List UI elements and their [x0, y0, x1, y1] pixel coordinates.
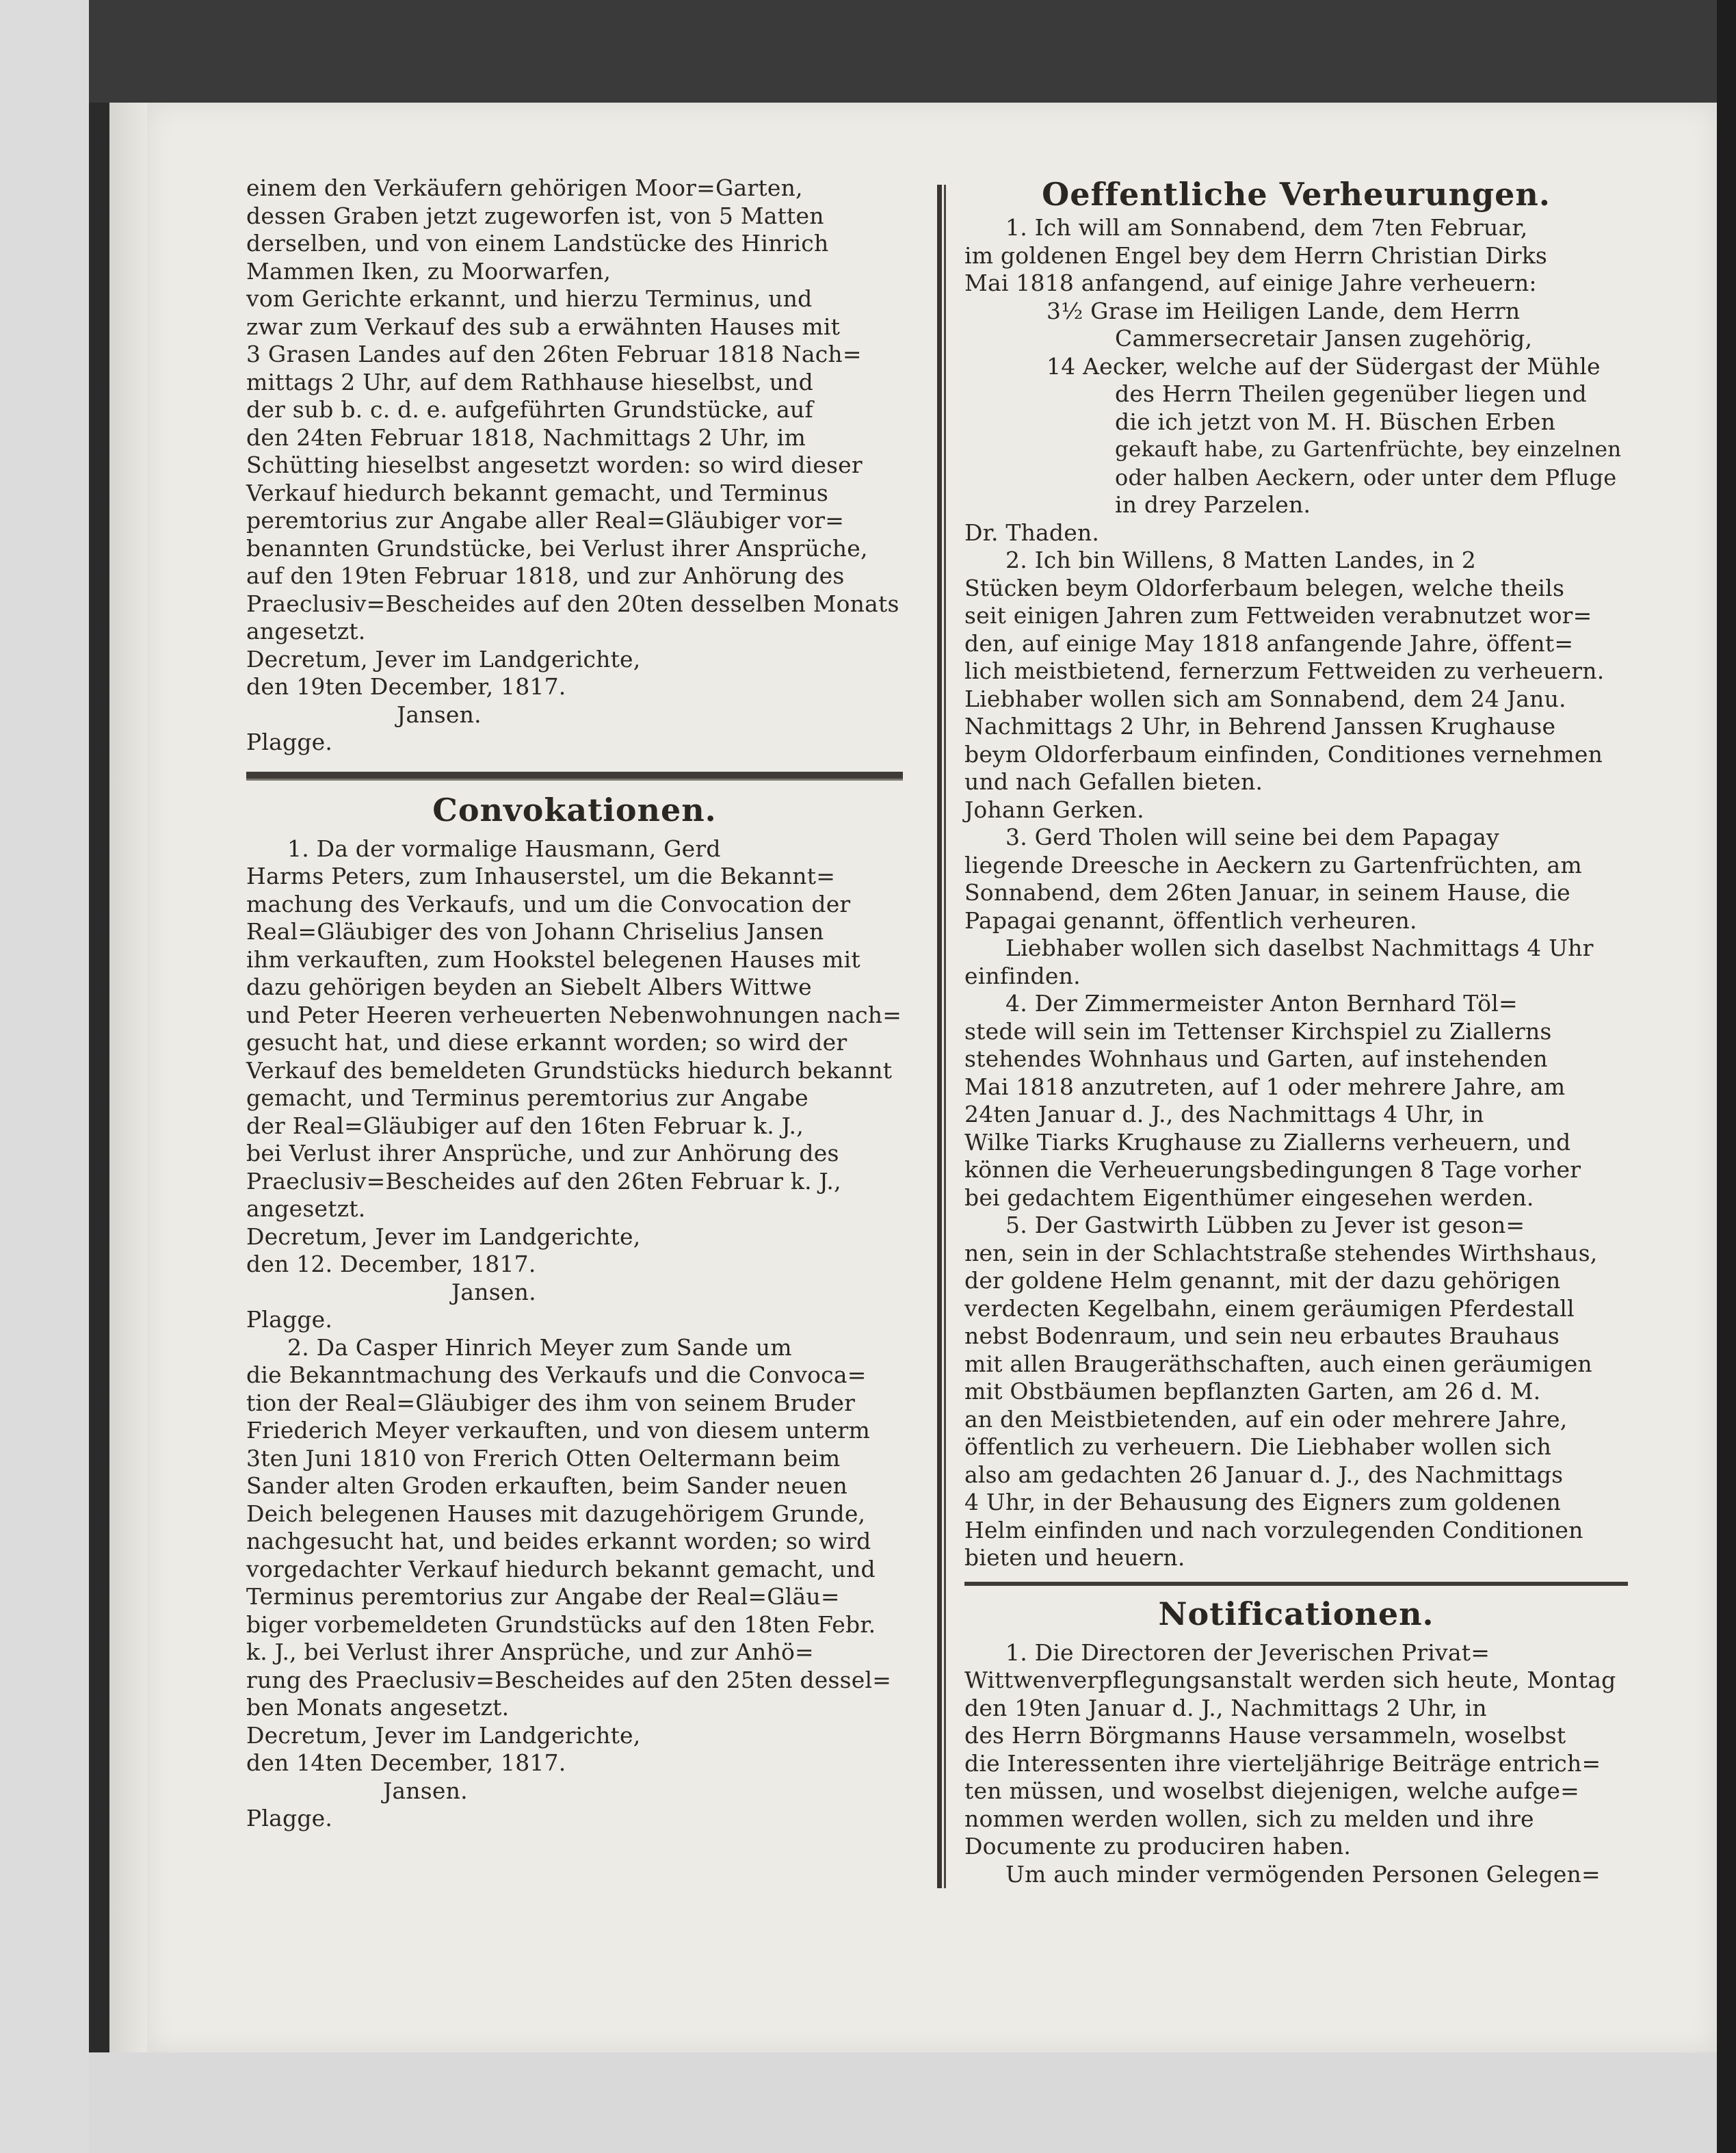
- text-line: Mai 1818 anzutreten, auf 1 oder mehrere Jahre, am: [964, 1073, 1566, 1100]
- text-line: ben Monats angesetzt.: [246, 1694, 510, 1721]
- signature-thaden: Dr. Thaden.: [964, 519, 1100, 546]
- text-line: Wittwenverpflegungsanstalt werden sich heute, Montag: [964, 1667, 1616, 1693]
- signature-jansen: Jansen.: [451, 1278, 536, 1305]
- text-line: mit Obstbäumen bepflanzten Garten, am 26 d. M.: [964, 1378, 1541, 1405]
- section-divider: [246, 772, 903, 781]
- text-line: die Interessenten ihre vierteljährige Beiträge entrich=: [964, 1749, 1601, 1777]
- text-line: Cammersecretair Jansen zugehörig,: [1115, 325, 1533, 352]
- text-line: dazu gehörigen beyden an Siebelt Albers Wittwe: [246, 974, 812, 1000]
- text-line: die Bekanntmachung des Verkaufs und die Convoca=: [246, 1361, 867, 1388]
- decree-date: den 19ten December, 1817.: [246, 673, 566, 700]
- text-line: der goldene Helm genannt, mit der dazu gehörigen: [964, 1267, 1561, 1294]
- text-line: Real=Gläubiger des von Johann Chriselius Jansen: [246, 918, 824, 945]
- text-line: verdecten Kegelbahn, einem geräumigen Pferdestall: [964, 1294, 1575, 1322]
- decree-date: den 14ten December, 1817.: [246, 1749, 566, 1776]
- text-line: stede will sein im Tettenser Kirchspiel zu Ziallerns: [964, 1017, 1552, 1045]
- text-line: tion der Real=Gläubiger des ihm von seinem Bruder: [246, 1389, 856, 1416]
- text-line: k. J., bei Verlust ihrer Ansprüche, und zur Anhö=: [246, 1639, 814, 1665]
- text-line: zwar zum Verkauf des sub a erwähnten Hauses mit: [246, 313, 841, 340]
- lease-notice-2: [964, 547, 1628, 824]
- text-line: Harms Peters, zum Inhauserstel, um die Bekannt=: [246, 863, 836, 889]
- text-line: Liebhaber wollen sich am Sonnabend, dem 24 Janu.: [964, 685, 1566, 712]
- text-line: vom Gerichte erkannt, und hierzu Terminus, und: [246, 285, 813, 312]
- text-line: den, auf einige May 1818 anfangende Jahre, öffent=: [964, 629, 1574, 657]
- lease-notice-5: [964, 1212, 1628, 1572]
- text-line: nebst Bodenraum, und sein neu erbautes Brauhaus: [964, 1322, 1560, 1349]
- page-binding-edge: [109, 103, 148, 2052]
- text-line: stehendes Wohnhaus und Garten, auf instehenden: [964, 1045, 1548, 1072]
- text-line: derselben, und von einem Landstücke des Hinrich: [246, 230, 829, 257]
- text-line: des Herrn Theilen gegenüber liegen und: [1115, 380, 1587, 407]
- text-line: angesetzt.: [246, 618, 366, 644]
- signature-jansen: Jansen.: [383, 1777, 468, 1804]
- text-line: gemacht, und Terminus peremtorius zur Angabe: [246, 1084, 808, 1111]
- text-line: mit allen Braugeräthschaften, auch einen geräumigen: [964, 1350, 1592, 1377]
- lease-notice-3: [964, 824, 1628, 990]
- text-line: im goldenen Engel bey dem Herrn Christian Dirks: [964, 242, 1548, 269]
- text-line: bei Verlust ihrer Ansprüche, und zur Anhörung des: [246, 1140, 839, 1166]
- text-line: dessen Graben jetzt zugeworfen ist, von 5 Matten: [246, 202, 824, 229]
- scan-background-left: [0, 0, 89, 2153]
- text-line: 2. Da Casper Hinrich Meyer zum Sande um: [287, 1333, 792, 1361]
- signature-plagge: Plagge.: [246, 729, 333, 755]
- text-line: 1. Da der vormalige Hausmann, Gerd: [287, 835, 721, 862]
- section-heading-verheurungen: Oeffentliche Verheurungen.: [1042, 176, 1551, 213]
- text-line: vorgedachter Verkauf hiedurch bekannt gemacht, und: [246, 1555, 876, 1582]
- text-line: Verkauf des bemeldeten Grundstücks hiedurch bekannt: [246, 1056, 893, 1084]
- scan-background-bottom: [89, 2052, 1717, 2153]
- text-line: Helm einfinden und nach vorzulegenden Conditionen: [964, 1516, 1583, 1543]
- text-line: ten müssen, und woselbst diejenigen, welche aufge=: [964, 1777, 1579, 1804]
- text-line: Mammen Iken, zu Moorwarfen,: [246, 257, 611, 285]
- text-line: Documente zu produciren haben.: [964, 1833, 1352, 1860]
- text-line: an den Meistbietenden, auf ein oder mehrere Jahre,: [964, 1405, 1568, 1433]
- section-heading-convokationen: Convokationen.: [432, 791, 717, 828]
- text-line: benannten Grundstücke, bei Verlust ihrer Ansprüche,: [246, 534, 868, 562]
- text-line: liegende Dreesche in Aeckern zu Gartenfrüchten, am: [964, 851, 1582, 878]
- convocation-2: [246, 1334, 903, 1722]
- signature-plagge: Plagge.: [246, 1805, 333, 1831]
- text-line: die ich jetzt von M. H. Büschen Erben: [1115, 408, 1556, 435]
- text-line: 2. Ich bin Willens, 8 Matten Landes, in 2: [1005, 547, 1477, 573]
- signature-jansen: Jansen.: [397, 701, 482, 728]
- text-line: peremtorius zur Angabe aller Real=Gläubiger vor=: [246, 507, 845, 534]
- text-line: Terminus peremtorius zur Angabe der Real=Gläu=: [246, 1583, 840, 1610]
- text-line: Praeclusiv=Bescheides auf den 20ten desselben Monats: [246, 590, 899, 617]
- text-line: 24ten Januar d. J., des Nachmittags 4 Uhr, in: [964, 1101, 1484, 1127]
- notification-1: [964, 1639, 1628, 1889]
- text-line: machung des Verkaufs, und um die Convocation der: [246, 890, 851, 917]
- text-line: Stücken beym Oldorferbaum belegen, welche theils: [964, 574, 1565, 601]
- lease-notice-1: [964, 214, 1628, 547]
- text-line: Praeclusiv=Bescheides auf den 26ten Februar k. J.,: [246, 1167, 841, 1195]
- scan-background-top: [0, 0, 1736, 103]
- text-line: 4 Uhr, in der Behausung des Eigners zum goldenen: [964, 1489, 1561, 1515]
- intro-notice: [246, 174, 903, 646]
- section-heading-notificationen: Notificationen.: [1158, 1595, 1434, 1632]
- text-line: einem den Verkäufern gehörigen Moor=Garten,: [246, 174, 803, 201]
- text-line: nommen werden wollen, sich zu melden und ihre: [964, 1805, 1534, 1832]
- decree-date: den 12. December, 1817.: [246, 1251, 536, 1277]
- section-divider: [964, 1582, 1628, 1586]
- text-line: rung des Praeclusiv=Bescheides auf den 25ten dessel=: [246, 1666, 892, 1693]
- column-divider: [937, 185, 942, 1888]
- text-line: den 24ten Februar 1818, Nachmittags 2 Uhr, im: [246, 423, 806, 451]
- text-line: 3. Gerd Tholen will seine bei dem Papagay: [1005, 824, 1499, 850]
- decree-line: Decretum, Jever im Landgerichte,: [246, 1721, 641, 1749]
- text-line: auf den 19ten Februar 1818, und zur Anhörung des: [246, 562, 845, 589]
- text-line: Papagai genannt, öffentlich verheuren.: [964, 906, 1417, 934]
- text-line: Um auch minder vermögenden Personen Gelegen=: [1005, 1860, 1601, 1888]
- text-line: Mai 1818 anfangend, auf einige Jahre verheuern:: [964, 270, 1537, 296]
- text-line: oder halben Aeckern, oder unter dem Pfluge: [1115, 464, 1617, 491]
- text-line: Deich belegenen Hauses mit dazugehörigem Grunde,: [246, 1500, 866, 1527]
- text-line: Liebhaber wollen sich daselbst Nachmittags 4 Uhr: [1005, 935, 1594, 961]
- text-line: können die Verheuerungsbedingungen 8 Tage vorher: [964, 1156, 1581, 1183]
- text-line: der sub b. c. d. e. aufgeführten Grundstücke, auf: [246, 396, 813, 423]
- signature-gerken: Johann Gerken.: [964, 796, 1144, 823]
- text-line: und Peter Heeren verheuerten Nebenwohnungen nach=: [246, 1001, 902, 1028]
- text-line: Sander alten Groden erkauften, beim Sander neuen: [246, 1472, 847, 1499]
- text-line: also am gedachten 26 Januar d. J., des Nachmittags: [964, 1461, 1564, 1488]
- decree-line: Decretum, Jever im Landgerichte,: [246, 1223, 641, 1250]
- text-line: lich meistbietend, fernerzum Fettweiden zu verheuern.: [964, 657, 1605, 684]
- text-line: 3ten Juni 1810 von Frerich Otten Oeltermann beim: [246, 1444, 841, 1472]
- text-line: 3½ Grase im Heiligen Lande, dem Herrn: [1047, 297, 1521, 324]
- text-line: nen, sein in der Schlachtstraße stehendes Wirthshaus,: [964, 1239, 1598, 1266]
- scan-background-right: [1717, 0, 1736, 2153]
- text-line: 3 Grasen Landes auf den 26ten Februar 1818 Nach=: [246, 341, 862, 367]
- lease-notice-4: [964, 990, 1628, 1212]
- text-line: angesetzt.: [246, 1195, 366, 1222]
- signature-plagge: Plagge.: [246, 1306, 333, 1333]
- text-line: ihm verkauften, zum Hookstel belegenen Hauses mit: [246, 945, 860, 973]
- text-line: Sonnabend, dem 26ten Januar, in seinem Hause, die: [964, 879, 1570, 906]
- text-line: öffentlich zu verheuern. Die Liebhaber wollen sich: [964, 1433, 1552, 1460]
- text-line: 14 Aecker, welche auf der Südergast der Mühle: [1047, 352, 1601, 380]
- text-line: 4. Der Zimmermeister Anton Bernhard Töl=: [1005, 990, 1518, 1017]
- text-line: nachgesucht hat, und beides erkannt worden; so wird: [246, 1528, 871, 1554]
- text-line: der Real=Gläubiger auf den 16ten Februar k. J.,: [246, 1112, 804, 1139]
- text-line: biger vorbemeldeten Grundstücks auf den 18ten Febr.: [246, 1610, 876, 1638]
- text-line: seit einigen Jahren zum Fettweiden verabnutzet wor=: [964, 602, 1592, 629]
- text-line: Friederich Meyer verkauften, und von diesem unterm: [246, 1417, 871, 1444]
- text-line: in drey Parzelen.: [1115, 491, 1311, 518]
- text-line: 1. Die Directoren der Jeverischen Privat=: [1005, 1639, 1490, 1666]
- text-line: 1. Ich will am Sonnabend, dem 7ten Februar,: [1005, 214, 1528, 241]
- text-line: bei gedachtem Eigenthümer eingesehen werden.: [964, 1184, 1534, 1211]
- text-line: den 19ten Januar d. J., Nachmittags 2 Uhr, in: [964, 1694, 1487, 1721]
- text-line: Wilke Tiarks Krughause zu Ziallerns verheuern, und: [964, 1128, 1571, 1156]
- text-line: mittags 2 Uhr, auf dem Rathhause hieselbst, und: [246, 368, 813, 395]
- left-column: [246, 174, 903, 1833]
- text-line: beym Oldorferbaum einfinden, Conditiones vernehmen: [964, 740, 1603, 768]
- right-column: [964, 174, 1628, 1888]
- text-line: Schütting hieselbst angesetzt worden: so wird dieser: [246, 452, 863, 478]
- text-line: Verkauf hiedurch bekannt gemacht, und Terminus: [246, 479, 828, 506]
- text-line: gekauft habe, zu Gartenfrüchte, bey einzelnen: [1115, 437, 1622, 462]
- text-line: gesucht hat, und diese erkannt worden; so wird der: [246, 1029, 847, 1056]
- text-line: 5. Der Gastwirth Lübben zu Jever ist geson=: [1005, 1212, 1525, 1238]
- convocation-1: [246, 835, 903, 1223]
- text-line: bieten und heuern.: [964, 1544, 1185, 1571]
- text-line: einfinden.: [964, 962, 1081, 989]
- text-line: Nachmittags 2 Uhr, in Behrend Janssen Krughause: [964, 713, 1556, 740]
- decree-line: Decretum, Jever im Landgerichte,: [246, 645, 641, 673]
- text-line: des Herrn Börgmanns Hause versammeln, woselbst: [964, 1722, 1566, 1749]
- text-line: und nach Gefallen bieten.: [964, 768, 1263, 795]
